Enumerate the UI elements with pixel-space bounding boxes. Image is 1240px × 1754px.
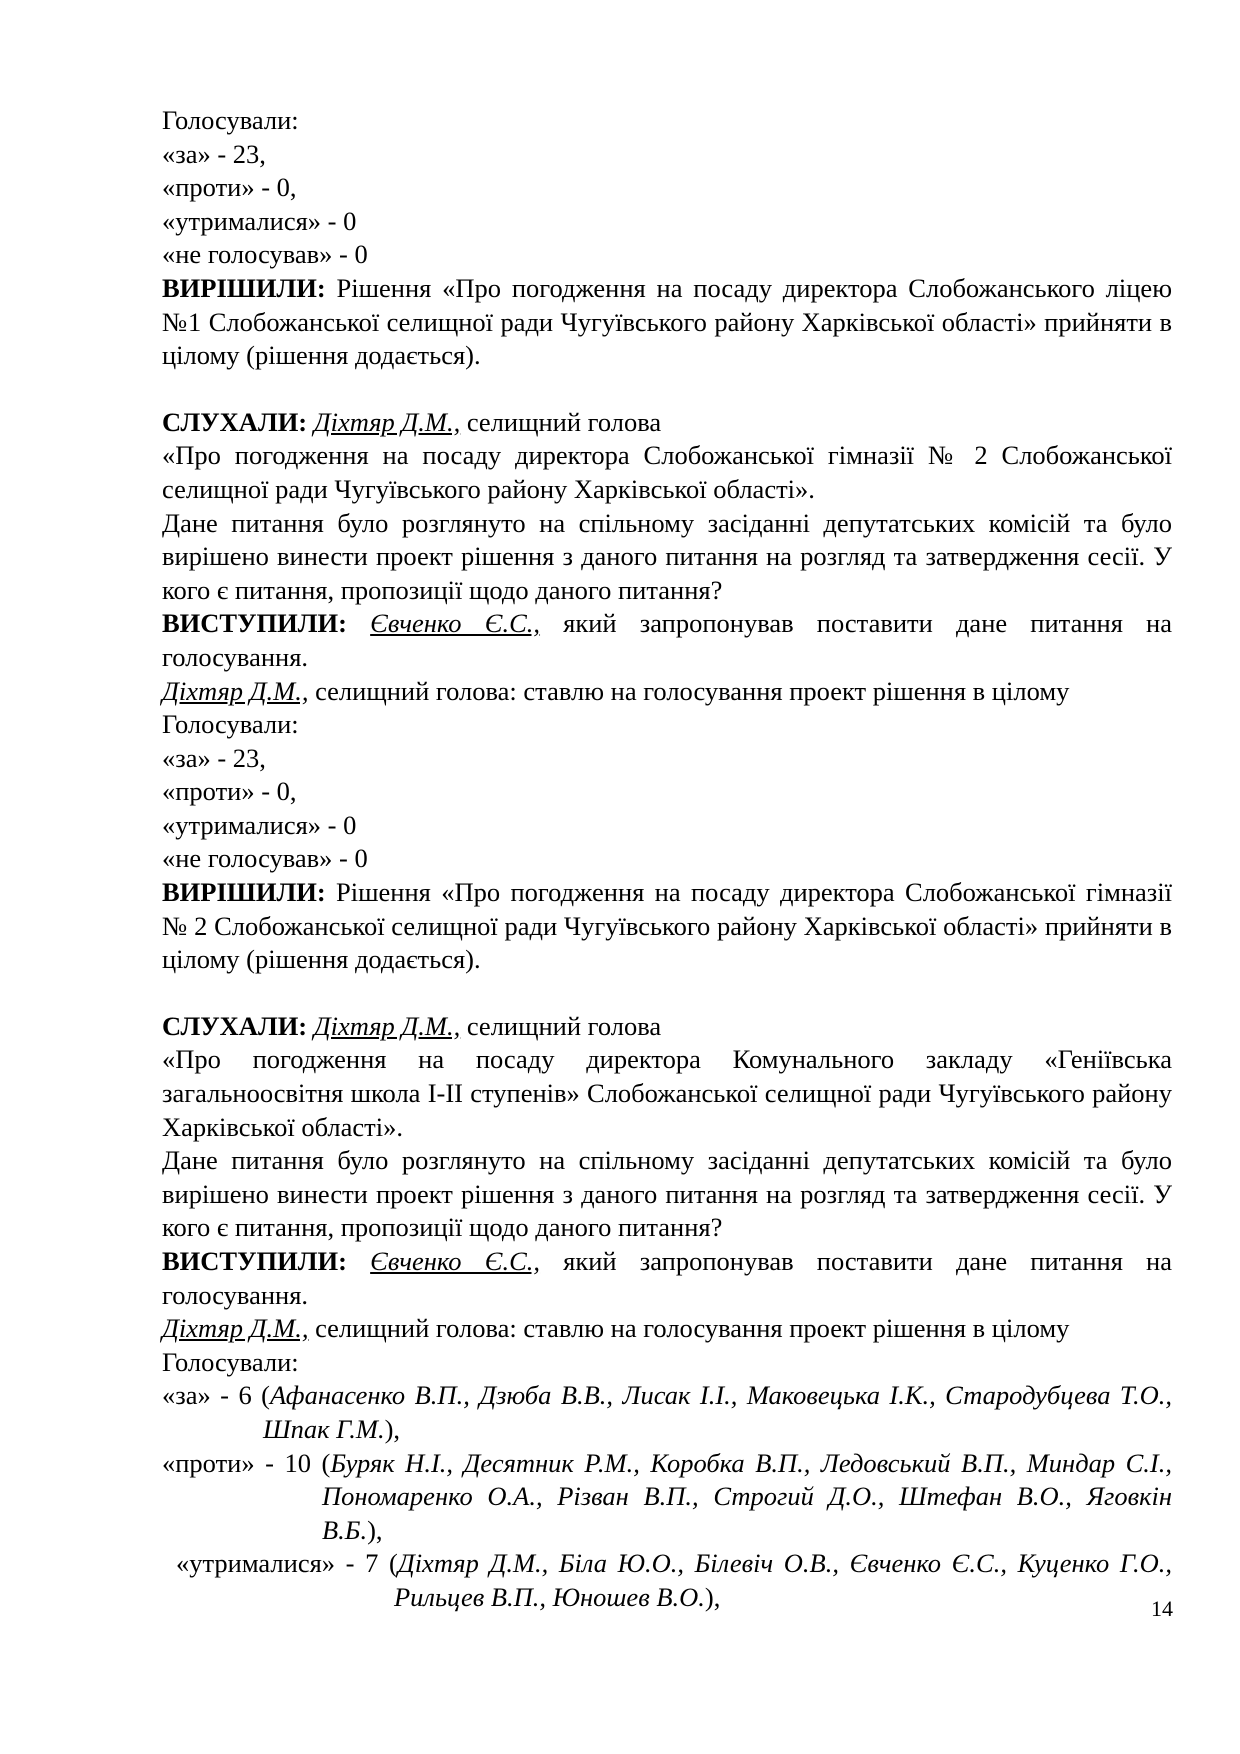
vote-utrym-names: Діхтяр Д.М., Біла Ю.О., Білевіч О.В., Євченко Є.С., Куценко Г.О., Рильцев В.П., Юношев В.О.: [394, 1548, 1172, 1612]
vote-utrym-prefix: «утрималися» - 7 (: [176, 1548, 398, 1579]
speakers-label: ВИСТУПИЛИ:: [162, 1246, 347, 1276]
decision-paragraph: [162, 272, 1172, 373]
voted-label: Голосували:: [162, 105, 299, 135]
chair-name: Діхтяр Д.М.,: [162, 675, 309, 706]
vote-za: «за» - 23,: [162, 742, 266, 773]
speakers-text: який запропонував поставити дане питання на голосування.: [162, 1246, 1173, 1310]
vote-utrymalysia: «утрималися» - 0: [162, 205, 357, 236]
voted-label: Голосували:: [162, 709, 299, 740]
vote-za-suffix: ),: [384, 1413, 401, 1444]
document-page: [162, 104, 1172, 1615]
vote-za-named: [162, 1379, 1172, 1446]
chair-paragraph: [162, 1312, 1172, 1346]
decision-label: ВИРІШИЛИ:: [162, 877, 326, 908]
chair-text: селищний голова: ставлю на голосування проект рішення в цілому: [308, 675, 1070, 706]
chair-text: селищний голова: ставлю на голосування проект рішення в цілому: [308, 1313, 1070, 1344]
heard-label: СЛУХАЛИ:: [162, 406, 308, 437]
speaker-name: Євченко Є.С.,: [370, 1246, 541, 1276]
speakers-text: який запропонував поставити дане питання на голосування.: [162, 608, 1173, 672]
vote-proty-suffix: ),: [367, 1514, 383, 1545]
heard-paragraph: [162, 1010, 1172, 1044]
speakers-paragraph: [162, 607, 1172, 674]
vote-utrymalysia-named: [162, 1547, 1172, 1614]
decision-label: ВИРІШИЛИ:: [162, 272, 326, 303]
vote-ne-holosuvav: «не голосував» - 0: [162, 843, 368, 874]
speaker-name: Євченко Є.С.,: [370, 608, 541, 639]
topic-paragraph: «Про погодження на посаду директора Слобожанської гімназії № 2 Слобожанської селищної ради Чугуївського району Харківської області».: [162, 440, 1172, 504]
vote-za: «за» - 23,: [162, 138, 266, 169]
chair-paragraph: [162, 675, 1172, 709]
speaker-role: селищний голова: [460, 1010, 662, 1041]
vote-za-names: Афанасенко В.П., Дзюба В.В., Лисак І.І., Маковецька І.К., Стародубцева Т.О., Шпак Г.М.: [263, 1380, 1172, 1444]
speaker-role: селищний голова: [460, 406, 662, 437]
vote-utrymalysia: «утрималися» - 0: [162, 809, 357, 840]
discussion-paragraph: Дане питання було розглянуто на спільному засіданні депутатських комісій та було вирішено винести проект рішення з даного питання на розгляд та затвердження сесії. У кого є питання, пропозиції щодо даного питання?: [162, 507, 1172, 605]
vote-proty-prefix: «проти» - 10 (: [162, 1447, 331, 1478]
discussion-paragraph: Дане питання було розглянуто на спільному засіданні депутатських комісій та було вирішено винести проект рішення з даного питання на розгляд та затвердження сесії. У кого є питання, пропозиції щодо даного питання?: [162, 1145, 1172, 1243]
vote-proty-names: Буряк Н.І., Десятник Р.М., Коробка В.П., Ледовський В.П., Миндар С.І., Пономаренко О.А., Різван В.П., Строгий Д.О., Штефан В.О., Яговкін В.Б.: [322, 1447, 1173, 1545]
decision-text: Рішення «Про погодження на посаду директора Слобожанського ліцею №1 Слобожанської селищної ради Чугуївського району Харківської області» прийняти в цілому (рішення додається).: [162, 272, 1172, 371]
heard-label: СЛУХАЛИ:: [162, 1010, 308, 1041]
vote-utrym-suffix: ),: [704, 1581, 721, 1612]
decision-text: Рішення «Про погодження на посаду директора Слобожанської гімназії № 2 Слобожанської селищної ради Чугуївського району Харківської області» прийняти в цілому (рішення додається).: [162, 877, 1172, 975]
page-number: 14: [1151, 1596, 1173, 1621]
decision-paragraph: [162, 876, 1172, 977]
vote-proty: «проти» - 0,: [162, 172, 297, 203]
vote-za-prefix: «за» - 6 (: [162, 1380, 270, 1411]
speakers-label: ВИСТУПИЛИ:: [162, 608, 347, 639]
speakers-paragraph: [162, 1245, 1172, 1312]
voted-label: Голосували:: [162, 1346, 299, 1377]
speaker-name: Діхтяр Д.М.,: [313, 1010, 461, 1041]
topic-paragraph: «Про погодження на посаду директора Комунального закладу «Геніївська загальноосвітня школа І-ІІ ступенів» Слобожанської селищної ради Чугуївського району Харківської області».: [162, 1044, 1172, 1142]
heard-paragraph: [162, 406, 1172, 440]
speaker-name: Діхтяр Д.М.,: [313, 406, 461, 437]
chair-name: Діхтяр Д.М.,: [162, 1313, 309, 1344]
vote-ne-holosuvav: «не голосував» - 0: [162, 239, 368, 270]
vote-proty: «проти» - 0,: [162, 776, 297, 807]
vote-proty-named: [162, 1447, 1172, 1548]
